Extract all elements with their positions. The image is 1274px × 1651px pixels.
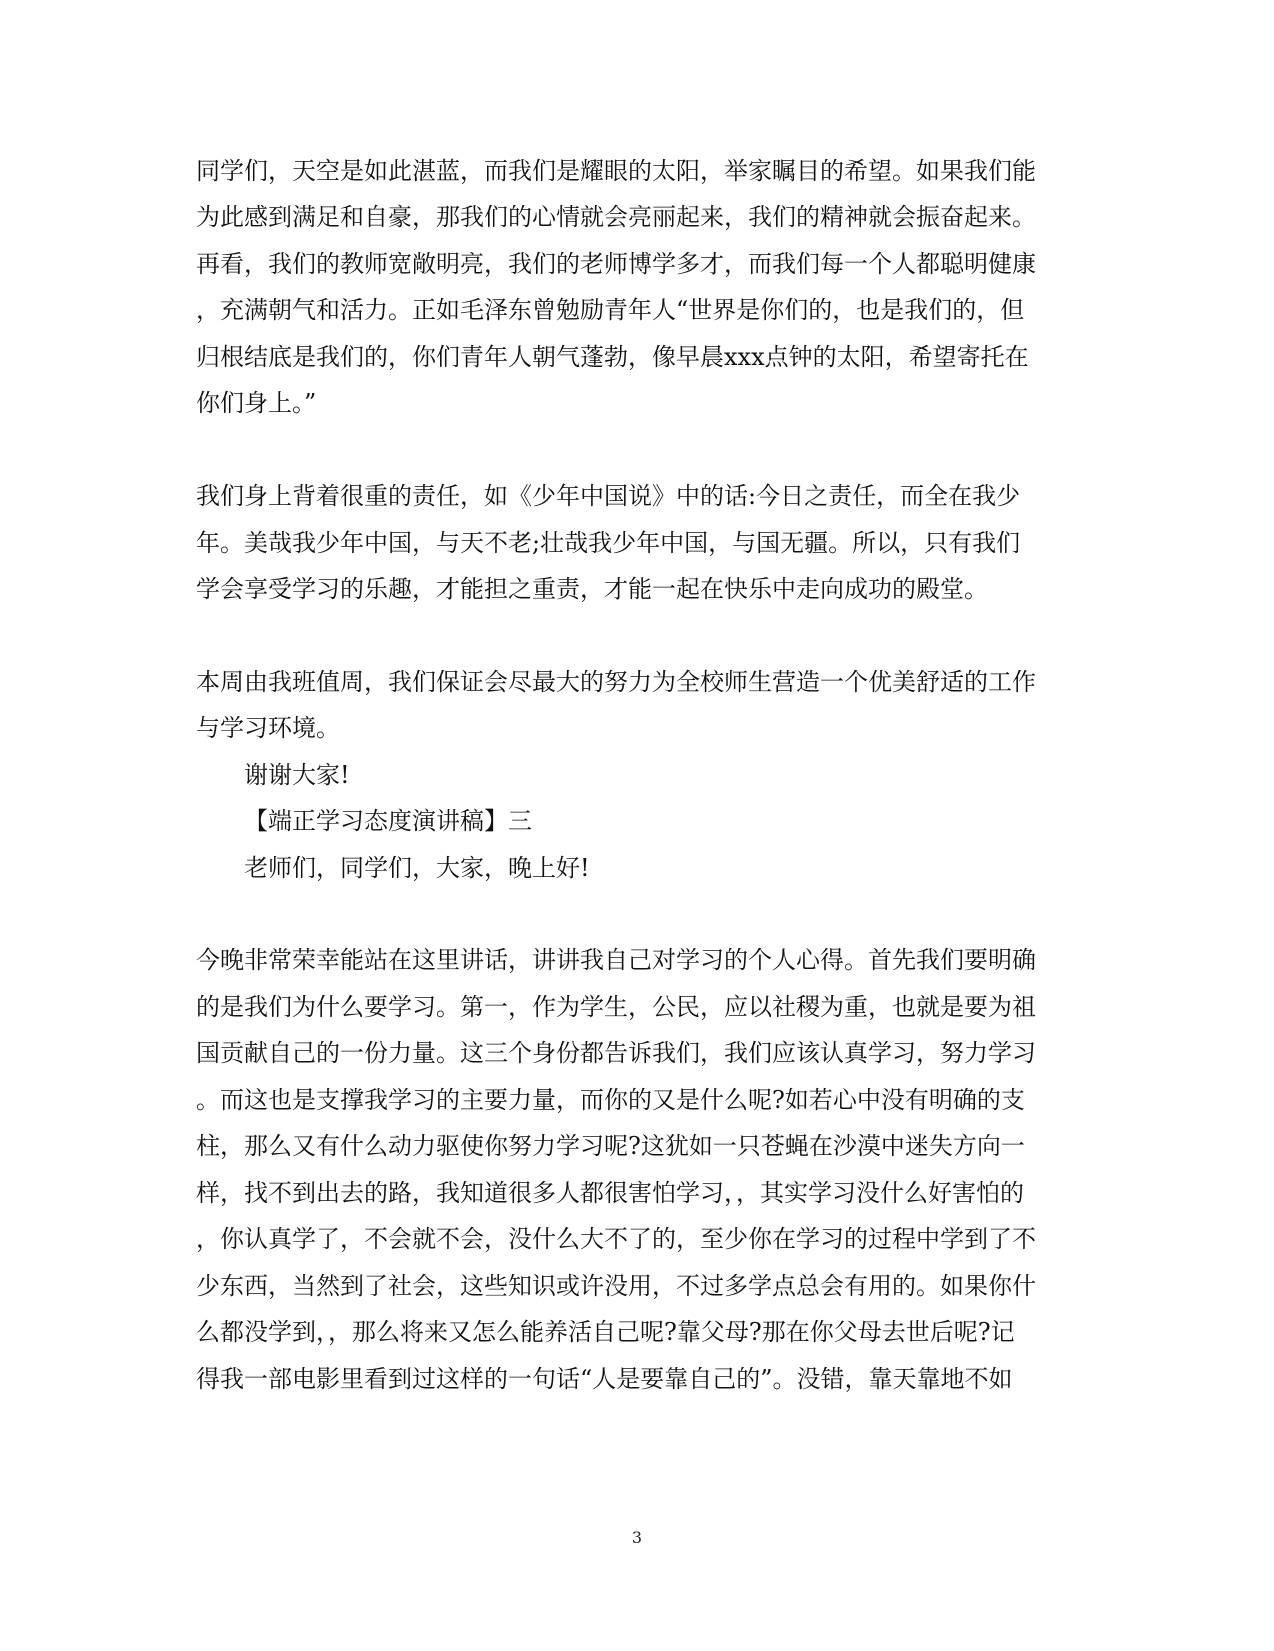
- paragraph-4-line: 柱，那么又有什么动力驱使你努力学习呢?这犹如一只苍蝇在沙漠中迷失方向一: [196, 1132, 1025, 1160]
- paragraph-1-line: 你们身上。”: [196, 389, 317, 417]
- paragraph-1-line: 同学们，天空是如此湛蓝，而我们是耀眼的太阳，举家瞩目的希望。如果我们能: [196, 157, 1036, 185]
- page-number: 3: [631, 1528, 643, 1547]
- paragraph-2-line: 我们身上背着很重的责任，如《少年中国说》中的话:今日之责任，而全在我少: [196, 482, 1021, 510]
- paragraph-1-line: 再看，我们的教师宽敞明亮，我们的老师博学多才，而我们每一个人都聪明健康: [196, 250, 1036, 278]
- thanks-line: 谢谢大家!: [244, 761, 350, 789]
- paragraph-2-line: 学会享受学习的乐趣，才能担之重责，才能一起在快乐中走向成功的殿堂。: [196, 575, 988, 603]
- paragraph-4-line: 国贡献自己的一份力量。这三个身份都告诉我们，我们应该认真学习，努力学习: [196, 1039, 1036, 1067]
- paragraph-4-line: 今晚非常荣幸能站在这里讲话，讲讲我自己对学习的个人心得。首先我们要明确: [196, 946, 1036, 974]
- paragraph-2-line: 年。美哉我少年中国，与天不老;壮哉我少年中国，与国无疆。所以，只有我们: [196, 529, 1021, 557]
- paragraph-4-line: 少东西，当然到了社会，这些知识或许没用，不过多学点总会有用的。如果你什: [196, 1272, 1036, 1300]
- paragraph-4-line: 。而这也是支撑我学习的主要力量，而你的又是什么呢?如若心中没有明确的支: [196, 1086, 1025, 1114]
- section-heading: 【端正学习态度演讲稿】三: [244, 807, 532, 835]
- paragraph-4-line: 么都没学到，，那么将来又怎么能养活自己呢?靠父母?那在你父母去世后呢?记: [196, 1318, 1015, 1346]
- paragraph-4-line: 样，找不到出去的路，我知道很多人都很害怕学习，，其实学习没什么好害怕的: [196, 1179, 1024, 1207]
- paragraph-4-line: ，你认真学了，不会就不会，没什么大不了的，至少你在学习的过程中学到了不: [196, 1225, 1036, 1253]
- paragraph-3-line: 本周由我班值周，我们保证会尽最大的努力为全校师生营造一个优美舒适的工作: [196, 668, 1036, 696]
- paragraph-4-line: 得我一部电影里看到过这样的一句话“人是要靠自己的”。没错，靠天靠地不如: [196, 1365, 1013, 1393]
- paragraph-1-line: 为此感到满足和自豪，那我们的心情就会亮丽起来，我们的精神就会振奋起来。: [196, 203, 1036, 231]
- paragraph-1-line: 归根结底是我们的，你们青年人朝气蓬勃，像早晨xxx点钟的太阳，希望寄托在: [196, 343, 1029, 371]
- paragraph-1-line: ，充满朝气和活力。正如毛泽东曾勉励青年人“世界是你们的，也是我们的，但: [196, 296, 1025, 324]
- paragraph-3-line: 与学习环境。: [196, 714, 340, 742]
- greeting-line: 老师们，同学们，大家，晚上好!: [244, 854, 590, 882]
- paragraph-4-line: 的是我们为什么要学习。第一，作为学生，公民，应以社稷为重，也就是要为祖: [196, 993, 1036, 1021]
